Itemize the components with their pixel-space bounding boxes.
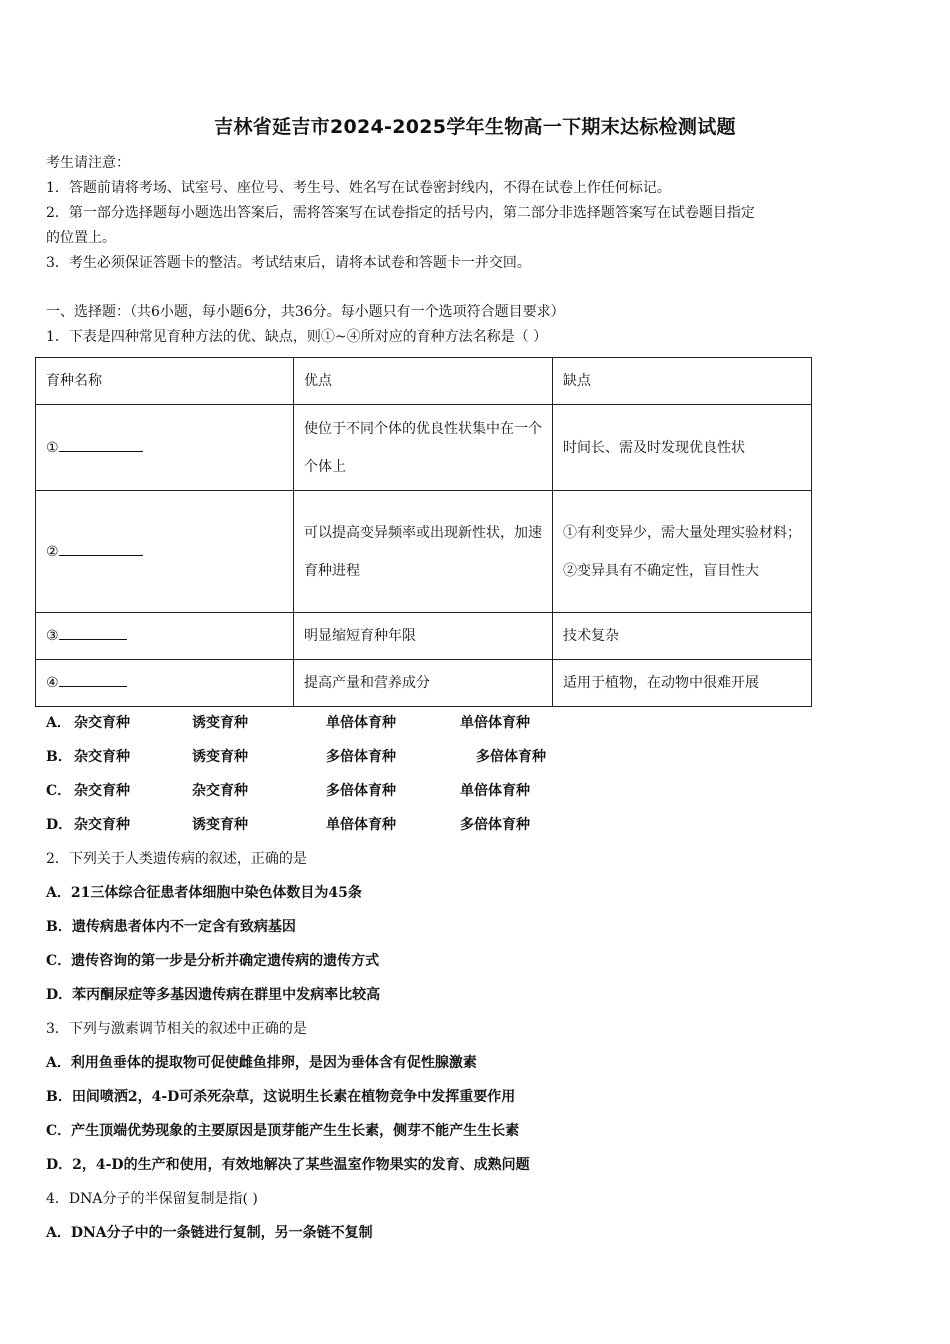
table-row xyxy=(36,405,812,491)
table-header: 育种名称 xyxy=(36,358,294,405)
answer-blank xyxy=(59,541,143,556)
option-col: 诱变育种 xyxy=(192,749,248,765)
question-2-stem: 2．下列关于人类遗传病的叙述，正确的是 xyxy=(46,851,307,867)
table-cell-name xyxy=(36,613,294,660)
answer-blank xyxy=(59,625,127,640)
table-header-row xyxy=(36,358,812,405)
question-4-stem: 4．DNA分子的半保留复制是指( ) xyxy=(46,1191,258,1207)
q2-option-d[interactable]: D．苯丙酮尿症等多基因遗传病在群里中发病率比较高 xyxy=(46,987,381,1003)
notice-item: 3．考生必须保证答题卡的整洁。考试结束后，请将本试卷和答题卡一并交回。 xyxy=(46,255,531,271)
table-cell-con: 技术复杂 xyxy=(553,613,812,660)
table-cell-name xyxy=(36,405,294,491)
notice-item: 2．第一部分选择题每小题选出答案后，需将答案写在试卷指定的括号内，第二部分非选择题答案写在试卷题目指定 xyxy=(46,205,755,221)
option-label: D． xyxy=(46,817,73,833)
table-row xyxy=(36,491,812,613)
table-cell-pro: 可以提高变异频率或出现新性状，加速育种进程 xyxy=(294,491,553,613)
table-row xyxy=(36,613,812,660)
q3-option-b[interactable]: B．田间喷洒2，4-D可杀死杂草，这说明生长素在植物竞争中发挥重要作用 xyxy=(46,1089,516,1105)
question-1-stem: 1．下表是四种常见育种方法的优、缺点，则①~④所对应的育种方法名称是（ ） xyxy=(46,329,548,345)
q2-option-c[interactable]: C．遗传咨询的第一步是分析并确定遗传病的遗传方式 xyxy=(46,953,380,969)
option-label: C． xyxy=(46,783,72,799)
question-3-stem: 3．下列与激素调节相关的叙述中正确的是 xyxy=(46,1021,307,1037)
option-col: 杂交育种 xyxy=(192,783,248,799)
option-col: 杂交育种 xyxy=(74,749,130,765)
q3-option-a[interactable]: A．利用鱼垂体的提取物可促使雌鱼排卵，是因为垂体含有促性腺激素 xyxy=(46,1055,477,1071)
table-cell-con: 时间长、需及时发现优良性状 xyxy=(553,405,812,491)
section-heading: 一、选择题：（共6小题，每小题6分，共36分。每小题只有一个选项符合题目要求） xyxy=(46,304,565,320)
q2-option-b[interactable]: B．遗传病患者体内不一定含有致病基因 xyxy=(46,919,296,935)
page-title: 吉林省延吉市2024-2025学年生物高一下期末达标检测试题 xyxy=(214,116,736,138)
option-col: 多倍体育种 xyxy=(326,749,396,765)
row-marker: ① xyxy=(46,439,59,456)
notice-heading: 考生请注意： xyxy=(46,155,130,171)
option-label: B． xyxy=(46,749,72,765)
answer-blank xyxy=(59,672,127,687)
option-col: 单倍体育种 xyxy=(460,783,530,799)
table-header: 缺点 xyxy=(553,358,812,405)
option-col: 单倍体育种 xyxy=(326,715,396,731)
option-col: 杂交育种 xyxy=(74,715,130,731)
option-col: 单倍体育种 xyxy=(326,817,396,833)
q4-option-a[interactable]: A．DNA分子中的一条链进行复制，另一条链不复制 xyxy=(46,1225,373,1241)
breeding-methods-table xyxy=(35,357,812,707)
table-cell-name xyxy=(36,660,294,707)
option-label: A． xyxy=(46,715,71,731)
table-cell-con: ①有利变异少，需大量处理实验材料；②变异具有不确定性，盲目性大 xyxy=(553,491,812,613)
row-marker: ② xyxy=(46,543,59,560)
table-row xyxy=(36,660,812,707)
option-col: 多倍体育种 xyxy=(326,783,396,799)
option-col: 诱变育种 xyxy=(192,715,248,731)
option-col: 多倍体育种 xyxy=(460,817,530,833)
answer-blank xyxy=(59,437,143,452)
table-cell-pro: 明显缩短育种年限 xyxy=(294,613,553,660)
option-col: 杂交育种 xyxy=(74,783,130,799)
q3-option-d[interactable]: D．2，4-D的生产和使用，有效地解决了某些温室作物果实的发育、成熟问题 xyxy=(46,1157,530,1173)
row-marker: ③ xyxy=(46,628,59,644)
table-cell-con: 适用于植物，在动物中很难开展 xyxy=(553,660,812,707)
notice-item: 的位置上。 xyxy=(46,230,116,246)
row-marker: ④ xyxy=(46,675,59,691)
table-header: 优点 xyxy=(294,358,553,405)
q2-option-a[interactable]: A．21三体综合征患者体细胞中染色体数目为45条 xyxy=(46,885,362,901)
option-col: 单倍体育种 xyxy=(460,715,530,731)
table-cell-pro: 使位于不同个体的优良性状集中在一个个体上 xyxy=(294,405,553,491)
q3-option-c[interactable]: C．产生顶端优势现象的主要原因是顶芽能产生生长素，侧芽不能产生生长素 xyxy=(46,1123,520,1139)
option-col: 杂交育种 xyxy=(74,817,130,833)
table-cell-name xyxy=(36,491,294,613)
notice-item: 1．答题前请将考场、试室号、座位号、考生号、姓名写在试卷密封线内，不得在试卷上作任何标记。 xyxy=(46,180,671,196)
table-cell-pro: 提高产量和营养成分 xyxy=(294,660,553,707)
option-col: 诱变育种 xyxy=(192,817,248,833)
option-col: 多倍体育种 xyxy=(476,749,546,765)
